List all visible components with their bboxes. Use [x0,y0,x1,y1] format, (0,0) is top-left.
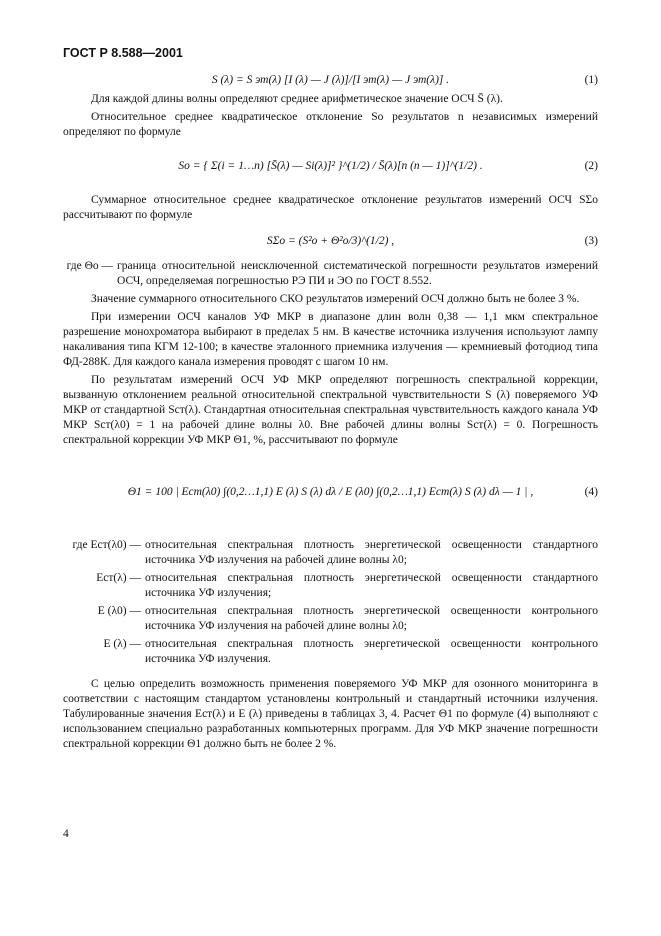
equation-4-number: (4) [584,486,598,499]
paragraph-std-deviation: Относительное среднее квадратическое отклонение Sо результатов n независимых измерений определяют по формуле [63,111,598,138]
definition-text: относительная спектральная плотность энергетической освещенности контрольного источника УФ излучения. [145,637,598,665]
definition-text: относительная спектральная плотность энергетической освещенности стандартного источника УФ излучения на рабочей длине волны λ0; [145,538,598,566]
definition-text: относительная спектральная плотность энергетической освещенности стандартного источника УФ излучения; [145,571,598,599]
definition-symbol: E (λ0) — [97,604,141,617]
equation-4 [63,484,598,501]
paragraph-measurement-setup: При измерении ОСЧ каналов УФ МКР в диапазоне длин волн 0,38 — 1,1 мкм спектральное разрешение монохроматора выбирают в пределах 5 нм. В качестве источника излучения используют лампу накаливания типа КГМ 12-100; в качестве эталонного приемника излучения — кремниевый фотодиод типа ФД-288К. Для каждого канала измерения проводят с шагом 10 нм. [63,311,598,369]
document-header: ГОСТ Р 8.588—2001 [63,46,183,60]
equation-3-number: (3) [584,235,598,248]
equation-1-number: (1) [584,74,598,86]
definition-e-lambda0 [63,604,598,634]
definition-text: относительная спектральная плотность энергетической освещенности контрольного источника УФ излучения на рабочей длине волны λ0; [145,604,598,632]
definition-theta-symbol: где Θо — [66,260,113,273]
paragraph-total-deviation: Суммарное относительное среднее квадратическое отклонение результатов измерений ОСЧ SΣо рассчитывают по формуле [63,194,598,222]
definition-theta-text: граница относительной неисключенной систематической погрешности результатов измерений ОСЧ, определяемая погрешностью РЭ ПИ и ЭО по ГОСТ 8.552. [117,260,598,288]
definition-symbol: Eст(λ) — [96,571,141,584]
definition-theta [49,259,598,289]
equation-2-number: (2) [584,160,598,172]
equation-2 [63,158,598,175]
document-body [63,66,598,755]
definition-e-st-lambda0 [63,538,598,568]
equation-2-text: Sо = { Σ(i = 1…n) [S̄(λ) — Si(λ)]² }^(1/2) / S̄(λ)[n (n — 1)]^(1/2) . [178,160,483,172]
equation-3 [63,235,598,247]
definition-symbol: E (λ) — [103,637,141,650]
paragraph-sko-limit: Значение суммарного относительного СКО результатов измерений ОСЧ должно быть не более 3 %. [91,293,580,306]
paragraph-ozone-monitoring: С целью определить возможность применения поверяемого УФ МКР для озонного мониторинга в соответствии с настоящим стандартом установлены контрольный и стандартный источники излучения. Табулированные значения Eст(λ) и E (λ) приведены в таблицах 3, 4. Расчет Θ1 по формуле (4) выполняют с использованием специально разработанных компьютерных программ. Для УФ МКР значение погрешности спектральной коррекции Θ1 должно быть не более 2 %. [63,677,598,750]
definition-e-lambda [63,637,598,667]
page-number: 4 [63,828,69,840]
paragraph-spectral-correction: По результатам измерений ОСЧ УФ МКР определяют погрешность спектральной коррекции, вызванную отклонением реальной относительной спектральной чувствительности S (λ) поверяемого УФ МКР от стандартной Sст(λ). Стандартная относительная спектральная чувствительность каждого канала УФ МКР Sст(λ0) = 1 на рабочей длине волны λ0. Вне рабочей длины волны Sст(λ) = 0. Погрешность спектральной коррекции УФ МКР Θ1, %, рассчитывают по формуле [63,374,598,447]
equation-1 [63,74,598,86]
equation-1-text: S (λ) = S эт(λ) [I (λ) — J (λ)]/[I эт(λ) — J эт(λ)] . [211,74,450,86]
equation-3-text: SΣо = (S²о + Θ²о/3)^(1/2) , [266,235,395,248]
equation-4-text: Θ1 = 100 | Eст(λ0) ∫(0,2…1,1) E (λ) S (λ) dλ / E (λ0) ∫(0,2…1,1) Eст(λ) S (λ) dλ — 1 | , [127,486,534,499]
definition-symbol: где Eст(λ0) — [72,538,141,551]
definition-e-st-lambda [63,571,598,601]
paragraph-mean-value: Для каждой длины волны определяют среднее арифметическое значение ОСЧ S̄ (λ). [91,93,503,105]
